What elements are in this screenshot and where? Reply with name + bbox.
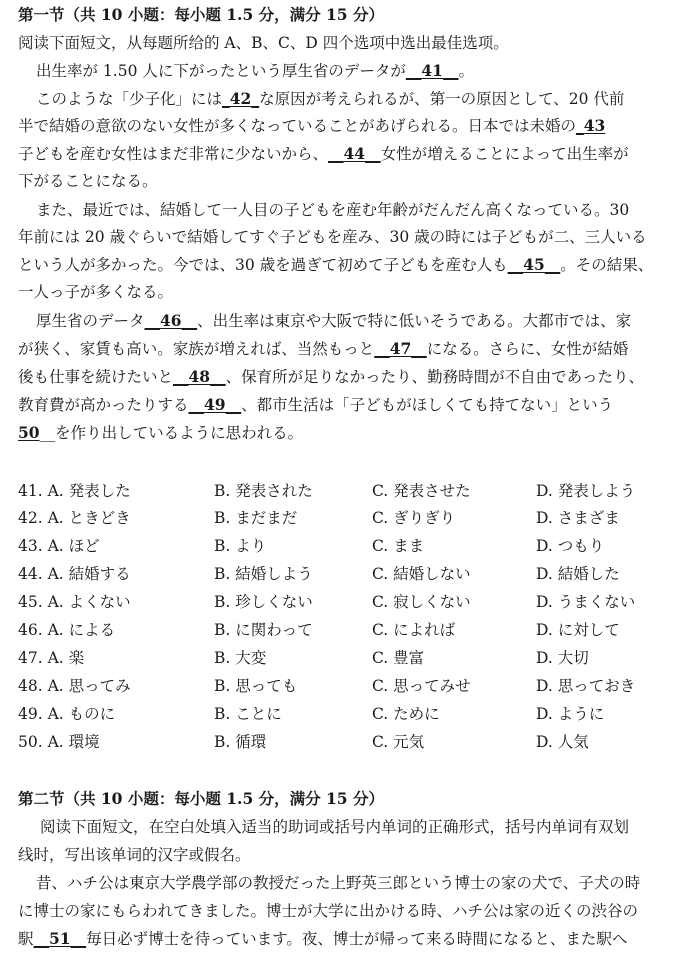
question-47 <box>18 647 84 669</box>
passage2-line <box>18 928 627 950</box>
passage-text: 、出生率は東京や大阪で特に低いそうである。大都市では、家 <box>197 312 632 330</box>
option-d: D. 結婚した <box>536 565 620 583</box>
question-number: 43. <box>18 537 43 555</box>
passage-text: __を作り出しているように思われる。 <box>39 424 304 442</box>
option-a: A. よくない <box>47 593 131 611</box>
option-c: C. によれば <box>372 621 456 639</box>
option-d: D. つもり <box>536 537 605 555</box>
blank-43: _43 <box>576 116 606 135</box>
passage-line: また、最近では、結婚して一人目の子どもを産む年齢がだんだん高くなっている。30 <box>36 201 630 219</box>
question-46 <box>18 619 115 641</box>
question-number: 48. <box>18 677 43 695</box>
option-d: D. ように <box>536 705 605 723</box>
passage-text: 後も仕事を続けたいと <box>18 368 174 386</box>
passage-line <box>18 394 613 416</box>
blank-46: __46__ <box>144 311 198 330</box>
question-44 <box>18 563 131 585</box>
passage-text: 厚生省のデータ <box>36 312 145 330</box>
option-d: D. 発表しよう <box>536 482 636 500</box>
passage-text: 毎日必ず博士を待っています。夜、博士が帰って来る時間になると、また駅へ <box>86 930 628 948</box>
passage-line <box>18 254 653 276</box>
option-d: D. うまくない <box>536 593 636 611</box>
option-b: B. に関わって <box>214 621 313 639</box>
option-a: A. 思ってみ <box>47 677 131 695</box>
option-b: B. 循環 <box>214 733 267 751</box>
option-c: C. まま <box>372 537 425 555</box>
option-d: D. 人気 <box>536 733 589 751</box>
question-number: 45. <box>18 593 43 611</box>
passage-text: が狭く、家賃も高い。家族が増えれば、当然もっと <box>18 340 375 358</box>
option-b: B. 思っても <box>214 677 298 695</box>
passage-line <box>18 422 303 444</box>
passage-text: 半で結婚の意欲のない女性が多くなっていることがあげられる。日本では未婚の <box>18 117 577 135</box>
passage-text: 。 <box>458 62 474 80</box>
passage2-line: に博士の家にもらわれてきました。博士が大学に出かける時、ハチ公は家の近くの渋谷の <box>18 902 639 920</box>
blank-49: __49__ <box>188 395 242 414</box>
section1-heading: 第一节（共 10 小题：每小题 1.5 分，满分 15 分） <box>18 5 384 24</box>
passage-line <box>18 338 628 360</box>
passage-text: 駅 <box>18 930 34 948</box>
option-c: C. 思ってみせ <box>372 677 471 695</box>
question-48 <box>18 675 131 697</box>
option-a: A. 結婚する <box>47 565 131 583</box>
option-c: C. 寂しくない <box>372 593 471 611</box>
question-number: 46. <box>18 621 43 639</box>
passage-text: 女性が増えることによって出生率が <box>380 145 629 163</box>
blank-45: __45__ <box>507 255 561 274</box>
option-a: A. ものに <box>47 705 116 723</box>
option-a: A. ときどき <box>47 509 131 527</box>
option-c: C. ぎりぎり <box>372 509 456 527</box>
option-d: D. 大切 <box>536 649 589 667</box>
option-b: B. ことに <box>214 705 282 723</box>
section2-instruction: 线时，写出该单词的汉字或假名。 <box>18 846 251 864</box>
passage-line <box>36 88 624 110</box>
passage-text: このような「少子化」には <box>36 90 223 108</box>
question-number: 49. <box>18 705 43 723</box>
option-d: D. に対して <box>536 621 620 639</box>
option-a: A. 楽 <box>47 649 85 667</box>
option-a: A. 発表した <box>47 482 131 500</box>
section2-instruction: 阅读下面短文，在空白处填入适当的助词或括号内单词的正确形式，括号内单词有双划 <box>40 818 630 836</box>
option-a: A. ほど <box>47 537 100 555</box>
passage-line <box>18 115 605 137</box>
option-c: C. 発表させた <box>372 482 471 500</box>
question-number: 42. <box>18 509 43 527</box>
passage-text: 、都市生活は「子どもがほしくても持てない」という <box>241 396 614 414</box>
passage-text: 、保育所が足りなかったり、勤務時間が不自由であったり、 <box>225 368 644 386</box>
option-a: A. による <box>47 621 116 639</box>
passage-text: 子どもを産む女性はまだ非常に少ないから、 <box>18 145 329 163</box>
option-c: C. 元気 <box>372 733 425 751</box>
section1-instruction: 阅读下面短文，从每题所给的 A、B、C、D 四个选项中选出最佳选项。 <box>18 34 509 52</box>
blank-50: 50 <box>18 423 40 442</box>
option-d: D. さまざま <box>536 509 620 527</box>
passage-line <box>18 143 629 165</box>
blank-47: __47__ <box>374 339 427 358</box>
question-number: 47. <box>18 649 43 667</box>
option-a: A. 環境 <box>47 733 100 751</box>
question-50 <box>18 731 100 753</box>
question-43 <box>18 535 100 557</box>
question-41 <box>18 480 131 502</box>
passage-line <box>18 366 644 388</box>
section2-heading: 第二节（共 10 小题：每小题 1.5 分，满分 15 分） <box>18 789 384 808</box>
option-d: D. 思っておき <box>536 677 636 695</box>
option-b: B. 珍しくない <box>214 593 313 611</box>
blank-42: _42_ <box>222 89 260 108</box>
passage-text: になる。さらに、女性が結婚 <box>426 340 629 358</box>
passage-line <box>36 310 631 332</box>
option-c: C. ために <box>372 705 440 723</box>
passage-text: な原因が考えられるが、第一の原因として、20 代前 <box>259 90 625 108</box>
option-b: B. 大変 <box>214 649 267 667</box>
blank-48: __48__ <box>173 367 226 386</box>
question-number: 41. <box>18 482 43 500</box>
option-c: C. 豊富 <box>372 649 425 667</box>
passage-text: 出生率が 1.50 人に下がったという厚生省のデータが <box>36 62 406 80</box>
passage-line: 下がることになる。 <box>18 172 158 190</box>
passage-line: 一人っ子が多くなる。 <box>18 283 174 301</box>
question-number: 50. <box>18 733 43 751</box>
blank-44: __44__ <box>328 144 381 163</box>
blank-51: __51__ <box>33 929 87 948</box>
blank-41: __41__ <box>405 61 459 80</box>
passage-text: 教育費が高かったりする <box>18 396 189 414</box>
option-b: B. まだまだ <box>214 509 298 527</box>
passage-line <box>36 60 474 82</box>
passage-text: 。その結果、 <box>560 256 654 274</box>
passage-text: という人が多かった。今では、30 歳を過ぎて初めて子どもを産む人も <box>18 256 508 274</box>
option-b: B. 結婚しよう <box>214 565 313 583</box>
passage2-line: 昔、ハチ公は東京大学農学部の教授だった上野英三郎という博士の家の犬で、子犬の時 <box>36 874 641 892</box>
option-c: C. 結婚しない <box>372 565 471 583</box>
question-45 <box>18 591 131 613</box>
option-b: B. より <box>214 537 267 555</box>
option-b: B. 発表された <box>214 482 313 500</box>
question-number: 44. <box>18 565 43 583</box>
question-49 <box>18 703 115 725</box>
question-42 <box>18 507 131 529</box>
passage-line: 年前には 20 歳ぐらいで結婚してすぐ子どもを産み、30 歳の時には子どもが二、三人いる <box>18 228 647 246</box>
